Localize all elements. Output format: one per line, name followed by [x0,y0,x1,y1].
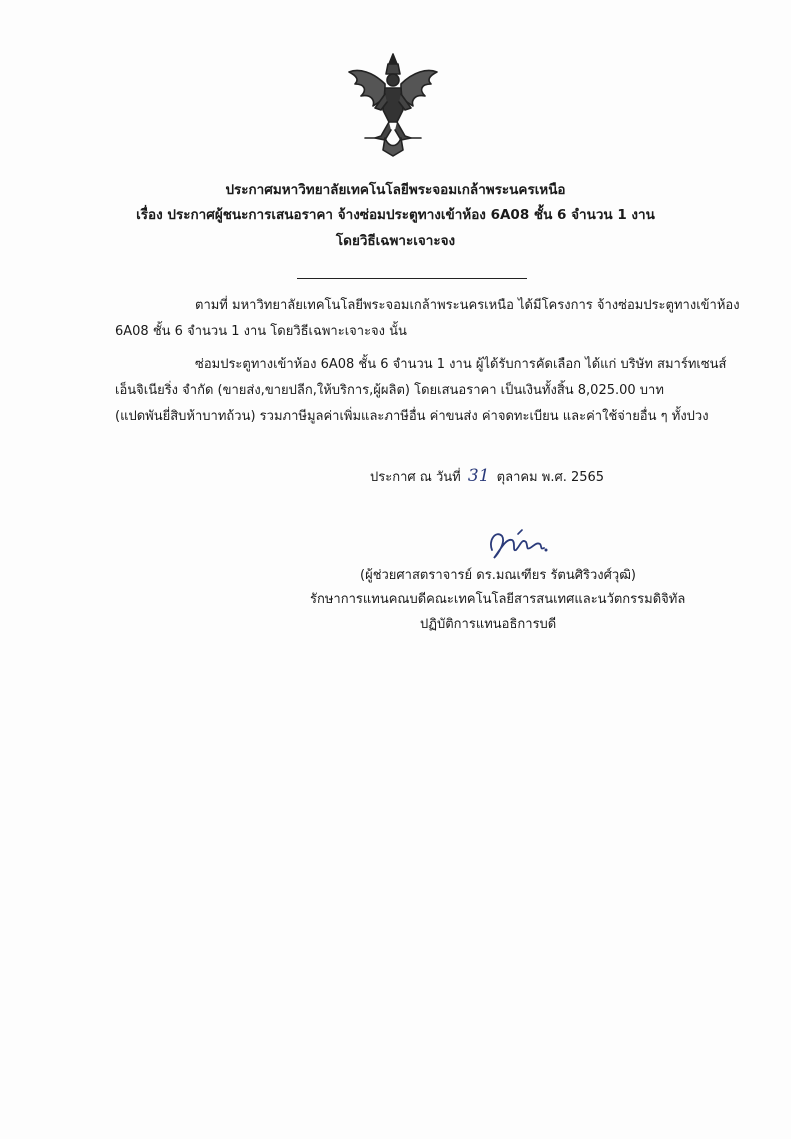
document-method: โดยวิธีเฉพาะเจาะจง [335,233,456,249]
signer-position-2: ปฏิบัติการแทนอธิการบดี [420,617,557,632]
announcement-date-suffix: ตุลาคม พ.ศ. 2565 [496,470,605,485]
paragraph-1-line-2: 6A08 ชั้น 6 จำนวน 1 งาน โดยวิธีเฉพาะเจาะจง นั้น [115,324,407,339]
announcement-date-prefix: ประกาศ ณ วันที่ [370,470,461,485]
paragraph-1-line-1: ตามที่ มหาวิทยาลัยเทคโนโลยีพระจอมเกล้าพระนครเหนือ ได้มีโครงการ จ้างซ่อมประตูทางเข้าห้อง [195,298,740,313]
paragraph-2-line-3: (แปดพันยี่สิบห้าบาทถ้วน) รวมภาษีมูลค่าเพิ่มและภาษีอื่น ค่าขนส่ง ค่าจดทะเบียน และค่าใช้จ่ายอื่น ๆ ทั้งปวง [115,409,709,424]
signer-position-1: รักษาการแทนคณบดีคณะเทคโนโลยีสารสนเทศและนวัตกรรมดิจิทัล [310,592,686,607]
paragraph-2-line-2: เอ็นจิเนียริ่ง จำกัด (ขายส่ง,ขายปลีก,ให้บริการ,ผู้ผลิต) โดยเสนอราคา เป็นเงินทั้งสิ้น 8,025.00 บาท [115,383,664,398]
announcement-date [370,466,604,487]
title-divider [297,278,527,279]
document-subject: เรื่อง ประกาศผู้ชนะการเสนอราคา จ้างซ่อมประตูทางเข้าห้อง 6A08 ชั้น 6 จำนวน 1 งาน [136,207,655,223]
garuda-emblem-icon [345,50,441,158]
document-title: ประกาศมหาวิทยาลัยเทคโนโลยีพระจอมเกล้าพระนครเหนือ [225,182,566,198]
signer-name: (ผู้ช่วยศาสตราจารย์ ดร.มณเฑียร รัตนศิริวงศ์วุฒิ) [360,568,637,583]
announcement-day: 31 [467,466,490,486]
handwritten-signature-icon [482,520,552,570]
paragraph-2-line-1: ซ่อมประตูทางเข้าห้อง 6A08 ชั้น 6 จำนวน 1 งาน ผู้ได้รับการคัดเลือก ได้แก่ บริษัท สมาร์ทเซนส์ [195,357,727,372]
